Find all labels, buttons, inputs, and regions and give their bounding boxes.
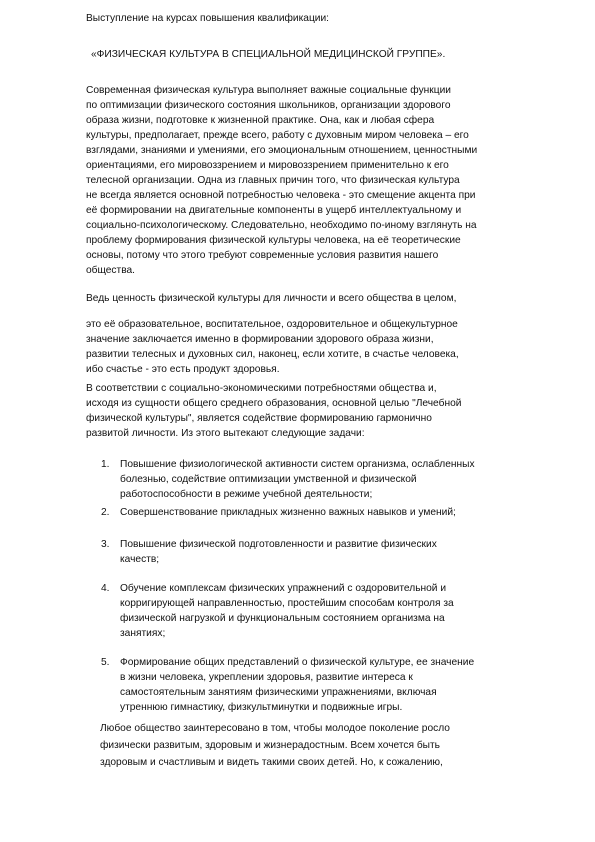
text-line: основы, потому что этого требуют современные условия развития нашего: [86, 250, 439, 261]
text-line: занятиях;: [120, 628, 166, 639]
list-item: [101, 581, 454, 641]
document-title: «ФИЗИЧЕСКАЯ КУЛЬТУРА В СПЕЦИАЛЬНОЙ МЕДИЦИНСКОЙ ГРУППЕ».: [91, 49, 446, 60]
text-line: Обучение комплексам физических упражнений с оздоровительной и: [120, 583, 447, 594]
text-line: общества.: [86, 265, 135, 276]
paragraph-intro: [86, 83, 556, 278]
paragraph-goal: [86, 381, 556, 441]
text-line: ибо счастье - это есть продукт здоровья.: [86, 364, 280, 375]
paragraph-meaning: [86, 317, 556, 377]
paragraph-value: [86, 291, 556, 306]
text-line: Формирование общих представлений о физической культуре, ее значение: [120, 657, 475, 668]
text-line: В соответствии с социально-экономическими потребностями общества и,: [86, 383, 437, 394]
text-line: по оптимизации физического состояния школьников, организации здорового: [86, 100, 451, 111]
list-item-number: 2.: [101, 507, 110, 518]
text-line: развитой личности. Из этого вытекают следующие задачи:: [86, 428, 365, 439]
text-line: в жизни человека, укреплении здоровья, развитие интереса к: [120, 672, 413, 683]
list-item: [101, 457, 475, 502]
text-line: физической культуры", является содействие формированию гармонично: [86, 413, 432, 424]
text-line: культуры, предполагает, прежде всего, работу с духовным миром человека – его: [86, 130, 469, 141]
text-line: утреннюю гимнастику, физкультминутки и подвижные игры.: [120, 702, 403, 713]
text-line: Ведь ценность физической культуры для личности и всего общества в целом,: [86, 293, 457, 304]
list-item: [101, 505, 456, 520]
document-heading: Выступление на курсах повышения квалификации:: [86, 13, 329, 24]
text-line: не всегда является основной потребностью человека - это смещение акцента при: [86, 190, 476, 201]
text-line: работоспособности в режиме учебной деятельности;: [120, 489, 373, 500]
text-line: значение заключается именно в формировании здорового образа жизни,: [86, 334, 434, 345]
paragraph-society: [100, 720, 570, 771]
text-line: образа жизни, подготовке к жизненной практике. Она, как и любая сфера: [86, 115, 435, 126]
text-line: исходя из сущности общего среднего образования, основной целью "Лечебной: [86, 398, 462, 409]
text-line: болезнью, содействие оптимизации умственной и физической: [120, 474, 417, 485]
text-line: корригирующей направленностью, простейшим способам контроля за: [120, 598, 454, 609]
text-line: ориентациями, его мировоззрением и мировоззрением применительно к его: [86, 160, 449, 171]
list-item-number: 5.: [101, 657, 110, 668]
list-item: [101, 537, 437, 567]
text-line: Любое общество заинтересовано в том, чтобы молодое поколение росло: [100, 723, 450, 734]
text-line: это её образовательное, воспитательное, оздоровительное и общекультурное: [86, 319, 458, 330]
text-line: взглядами, знаниями и умениями, его эмоциональным отношением, ценностными: [86, 145, 478, 156]
text-line: Повышение физиологической активности систем организма, ослабленных: [120, 459, 475, 470]
text-line: физически развитым, здоровым и жизнерадостным. Всем хочется быть: [100, 740, 440, 751]
list-item-number: 4.: [101, 583, 110, 594]
text-line: здоровым и счастливым и видеть такими своих детей. Но, к сожалению,: [100, 757, 443, 768]
text-line: телесной организации. Одна из главных причин того, что физическая культура: [86, 175, 460, 186]
text-line: самостоятельным занятиям физическими упражнениями, включая: [120, 687, 437, 698]
text-line: развитии телесных и духовных сил, наконец, если хотите, в счастье человека,: [86, 349, 459, 360]
text-line: проблему формирования физической культуры человека, на её теоретические: [86, 235, 461, 246]
text-line: Совершенствование прикладных жизненно важных навыков и умений;: [120, 507, 456, 518]
text-line: социально-психологическому. Следовательно, необходимо по-иному взглянуть на: [86, 220, 477, 231]
list-item-number: 1.: [101, 459, 110, 470]
text-line: качеств;: [120, 554, 160, 565]
list-item-number: 3.: [101, 539, 110, 550]
list-item: [101, 655, 474, 715]
text-line: физической нагрузкой и функциональным состоянием организма на: [120, 613, 445, 624]
text-line: её формировании на двигательные компоненты в ущерб интеллектуальному и: [86, 205, 462, 216]
text-line: Повышение физической подготовленности и развитие физических: [120, 539, 437, 550]
text-line: Современная физическая культура выполняет важные социальные функции: [86, 85, 451, 96]
